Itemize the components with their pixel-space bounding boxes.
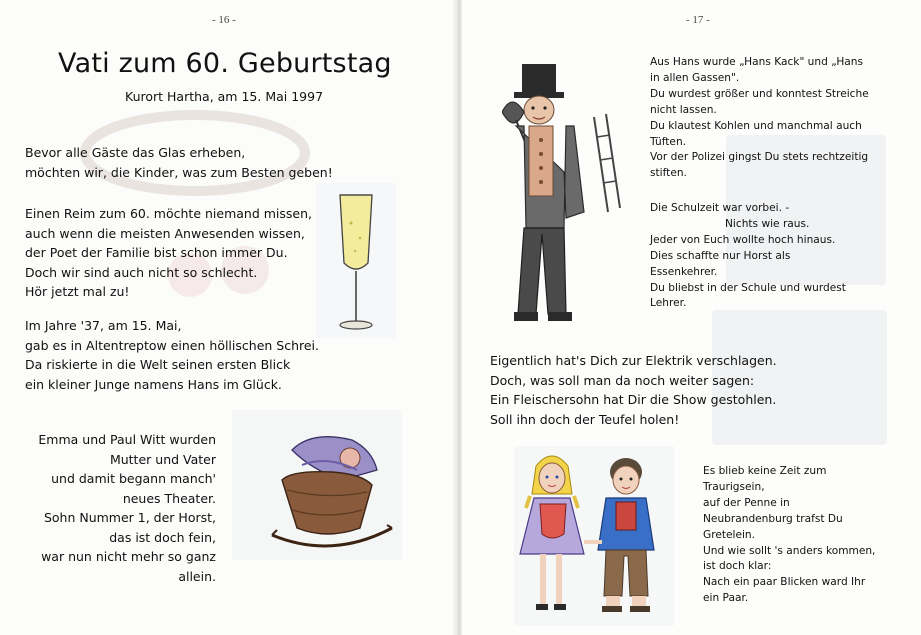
verse-line: Bevor alle Gäste das Glas erheben, bbox=[25, 145, 246, 160]
verse-line: Jeder von Euch wollte hoch hinaus. bbox=[650, 233, 836, 246]
verse-line: auch wenn die meisten Anwesenden wissen, bbox=[25, 225, 305, 241]
verse-line: Aus Hans wurde „Hans Kack" und „Hans bbox=[650, 56, 864, 68]
verse-line: auf der Penne in bbox=[703, 496, 790, 509]
verse-line: und damit begann manch' bbox=[51, 471, 216, 486]
left-page bbox=[0, 0, 458, 635]
baby-cradle-drawing bbox=[232, 410, 402, 560]
page-subtitle: Kurort Hartha, am 15. Mai 1997 bbox=[125, 89, 324, 104]
verse-line: Soll ihn doch der Teufel holen! bbox=[490, 411, 680, 427]
right-page bbox=[462, 0, 921, 635]
verse-line: Einen Reim zum 60. möchte niemand missen, bbox=[25, 206, 312, 221]
verse-line: gab es in Altentreptow einen höllischen Schrei. bbox=[25, 337, 320, 353]
verse-line: das ist doch fein, bbox=[109, 529, 216, 545]
verse-line: Hör jetzt mal zu! bbox=[25, 284, 130, 299]
verse-line: möchten wir, die Kinder, was zum Besten geben! bbox=[25, 164, 333, 180]
verse-line: Es blieb keine Zeit zum bbox=[703, 465, 827, 477]
page-number: - 17 - bbox=[686, 14, 710, 26]
stanza-2 bbox=[650, 201, 846, 312]
stanza-1 bbox=[650, 55, 869, 182]
verse-line: Du bliebst in der Schule und wurdest bbox=[650, 281, 846, 294]
stanza-1 bbox=[25, 143, 333, 182]
verse-line: nicht lassen. bbox=[650, 103, 717, 116]
verse-line: Eigentlich hat's Dich zur Elektrik verschlagen. bbox=[490, 353, 777, 368]
verse-line: war nun nicht mehr so ganz bbox=[41, 549, 216, 564]
verse-line: ein Paar. bbox=[703, 592, 749, 605]
page-number: - 16 - bbox=[212, 14, 236, 26]
stanza-3 bbox=[25, 316, 319, 394]
verse-line: ein kleiner Junge namens Hans im Glück. bbox=[25, 376, 282, 392]
verse-line: Nichts wie raus. bbox=[725, 217, 810, 230]
verse-line: Mutter und Vater bbox=[109, 451, 216, 467]
verse-line: Und wie sollt 's anders kommen, bbox=[703, 544, 876, 557]
verse-line: Gretelein. bbox=[703, 528, 756, 541]
chimney-sweep-drawing bbox=[502, 62, 640, 332]
verse-line: Essenkehrer. bbox=[650, 265, 718, 278]
verse-line: Dies schaffte nur Horst als bbox=[650, 249, 791, 262]
verse-line: Emma und Paul Witt wurden bbox=[38, 432, 216, 447]
verse-line: in allen Gassen". bbox=[650, 71, 740, 84]
verse-line: Neubrandenburg trafst Du bbox=[703, 512, 843, 525]
verse-line: Sohn Nummer 1, der Horst, bbox=[43, 510, 216, 525]
verse-line: Traurigsein, bbox=[703, 480, 765, 493]
verse-line: Doch wir sind auch nicht so schlecht. bbox=[25, 264, 258, 280]
page-title: Vati zum 60. Geburtstag bbox=[58, 48, 392, 79]
verse-line: Die Schulzeit war vorbei. - bbox=[650, 202, 790, 214]
verse-line: Doch, was soll man da noch weiter sagen: bbox=[490, 372, 755, 388]
stanza-4 bbox=[703, 464, 875, 607]
verse-line: neues Theater. bbox=[122, 490, 216, 506]
verse-line: Du wurdest größer und konntest Streiche bbox=[650, 87, 869, 100]
verse-line: Nach ein paar Blicken ward Ihr bbox=[703, 576, 866, 589]
verse-line: Vor der Polizei gingst Du stets rechtzeitig bbox=[650, 151, 869, 164]
champagne-glass-drawing bbox=[316, 183, 396, 338]
verse-line: Im Jahre '37, am 15. Mai, bbox=[25, 318, 182, 333]
verse-line: allein. bbox=[178, 568, 216, 584]
verse-line: Da riskierte in die Welt seinen ersten Blick bbox=[25, 357, 291, 372]
stanza-2 bbox=[25, 204, 312, 302]
boy-and-girl-drawing bbox=[514, 446, 674, 626]
verse-line: Lehrer. bbox=[650, 297, 687, 310]
stanza-4 bbox=[22, 430, 216, 586]
verse-line: Du klautest Kohlen und manchmal auch bbox=[650, 119, 862, 132]
stanza-3 bbox=[490, 351, 777, 429]
verse-line: stiften. bbox=[650, 167, 687, 180]
verse-line: Ein Fleischersohn hat Dir die Show gestohlen. bbox=[490, 392, 777, 407]
verse-line: der Poet der Familie bist schon immer Du. bbox=[25, 245, 288, 260]
verse-line: ist doch klar: bbox=[703, 560, 772, 573]
verse-line: Tüften. bbox=[650, 135, 687, 148]
